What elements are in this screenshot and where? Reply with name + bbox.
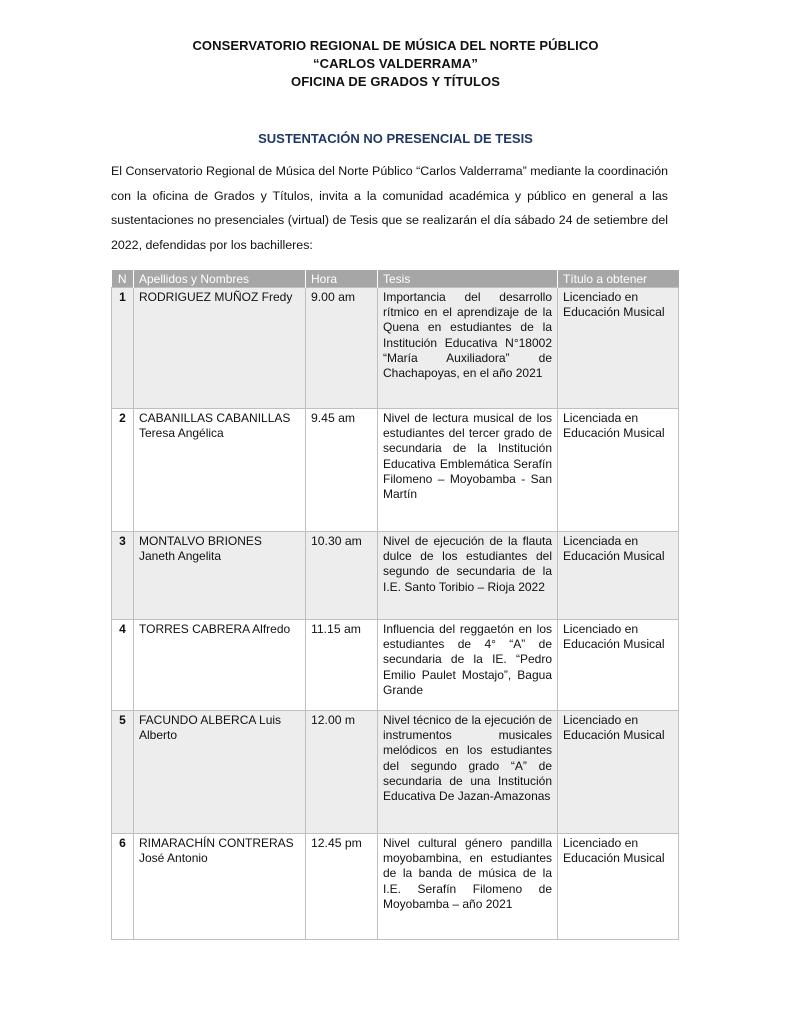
degree-title: Licenciado en Educación Musical — [558, 288, 679, 409]
degree-title: Licenciado en Educación Musical — [558, 834, 679, 940]
row-number: 1 — [112, 288, 134, 409]
time-cell: 9.45 am — [306, 409, 378, 532]
row-number: 6 — [112, 834, 134, 940]
row-number: 4 — [112, 620, 134, 711]
row-number: 2 — [112, 409, 134, 532]
table-header-row — [112, 270, 679, 288]
degree-title: Licenciada en Educación Musical — [558, 532, 679, 620]
table-row — [112, 620, 679, 711]
table-row — [112, 834, 679, 940]
column-header-tesis: Tesis — [378, 270, 558, 288]
degree-title: Licenciado en Educación Musical — [558, 620, 679, 711]
table-row — [112, 532, 679, 620]
column-header-n: N — [112, 270, 134, 288]
header-name: “CARLOS VALDERRAMA” — [313, 56, 478, 71]
time-cell: 9.00 am — [306, 288, 378, 409]
time-cell: 12.45 pm — [306, 834, 378, 940]
column-header-titulo: Título a obtener — [558, 270, 679, 288]
student-name: CABANILLAS CABANILLAS Teresa Angélica — [134, 409, 306, 532]
time-cell: 11.15 am — [306, 620, 378, 711]
thesis-title: Importancia del desarrollo rítmico en el aprendizaje de la Quena en estudiantes de la Institución Educativa N°18002 “María Auxiliadora” de Chachapoyas, en el año 2021 — [378, 288, 558, 409]
thesis-title: Nivel técnico de la ejecución de instrumentos musicales melódicos en los estudiantes del segundo grado “A” de secundaria de una Institución Educativa De Jazan-Amazonas — [378, 711, 558, 834]
column-header-name: Apellidos y Nombres — [134, 270, 306, 288]
student-name: TORRES CABRERA Alfredo — [134, 620, 306, 711]
degree-title: Licenciada en Educación Musical — [558, 409, 679, 532]
table-row — [112, 711, 679, 834]
row-number: 5 — [112, 711, 134, 834]
time-cell: 10.30 am — [306, 532, 378, 620]
thesis-title: Nivel cultural género pandilla moyobambina, en estudiantes de la banda de música de la I.E. Serafín Filomeno de Moyobamba – año 2021 — [378, 834, 558, 940]
header-office: OFICINA DE GRADOS Y TÍTULOS — [290, 74, 501, 89]
table-row — [112, 288, 679, 409]
time-cell: 12.00 m — [306, 711, 378, 834]
student-name: RIMARACHÍN CONTRERAS José Antonio — [134, 834, 306, 940]
document-subtitle: SUSTENTACIÓN NO PRESENCIAL DE TESIS — [258, 131, 533, 146]
thesis-title: Influencia del reggaetón en los estudiantes de 4° “A” de secundaria de la IE. “Pedro Emilio Paulet Mostajo”, Bagua Grande — [378, 620, 558, 711]
row-number: 3 — [112, 532, 134, 620]
table-row — [112, 409, 679, 532]
thesis-title: Nivel de lectura musical de los estudiantes del tercer grado de secundaria de la Institución Educativa Emblemática Serafín Filomeno – Moyobamba - San Martín — [378, 409, 558, 532]
column-header-hora: Hora — [306, 270, 378, 288]
header-institution: CONSERVATORIO REGIONAL DE MÚSICA DEL NORTE PÚBLICO — [192, 38, 599, 53]
degree-title: Licenciado en Educación Musical — [558, 711, 679, 834]
thesis-table — [111, 270, 679, 940]
student-name: RODRIGUEZ MUÑOZ Fredy — [134, 288, 306, 409]
intro-paragraph: El Conservatorio Regional de Música del Norte Público “Carlos Valderrama” mediante la coordinación con la oficina de Grados y Títulos, invita a la comunidad académica y público en general a las sustentaciones no presenciales (virtual) de Tesis que se realizarán el día sábado 24 de setiembre del 2022, defendidas por los bachilleres: — [111, 164, 668, 252]
student-name: FACUNDO ALBERCA Luis Alberto — [134, 711, 306, 834]
student-name: MONTALVO BRIONES Janeth Angelita — [134, 532, 306, 620]
thesis-title: Nivel de ejecución de la flauta dulce de los estudiantes del segundo de secundaria de la I.E. Santo Toribio – Rioja 2022 — [378, 532, 558, 620]
